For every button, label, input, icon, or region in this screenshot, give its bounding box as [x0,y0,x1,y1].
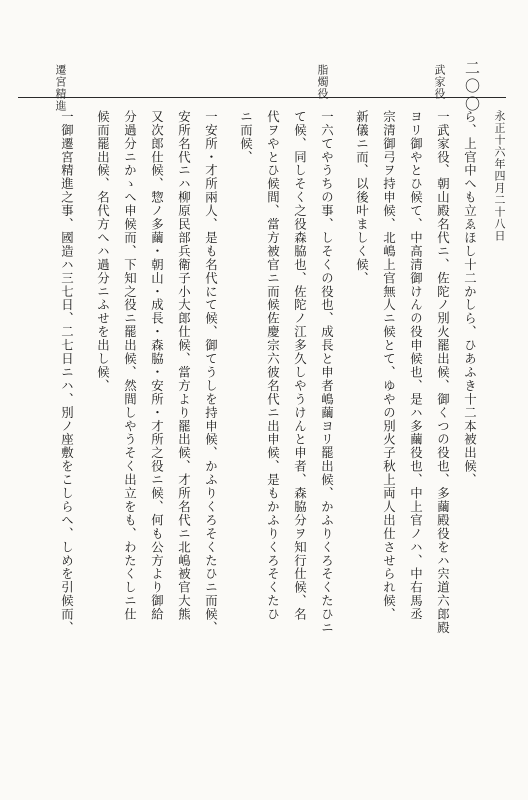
text-column: て候、同しそく之役森脇也、佐陀ノ江多久しやうけんと申者、森脇分ヲ知行仕候、名 [292,110,308,622]
text-column: 一御遷宮精進之事、國造ハ三七日、二七日ニハ、別ノ座敷をこしらへ、しめを引候而、 [59,110,75,635]
text-column: 新儀ニ而、以後叶ましく候、 [354,110,370,285]
page-number: 二〇〇 [463,60,481,114]
running-header-date: 永正十六年四月二十八日 [493,110,506,242]
headnote-band [0,0,528,112]
header-rule [18,97,506,98]
text-column: 候而罷出候、名代方へハ過分ニふせを出し候、 [95,110,111,393]
headnote-sengu-shojin: 遷宮精進 [54,64,67,112]
text-column: 又次郎仕候、惣ノ多繭・朝山・成長・森脇・安所・才所之役ニ候、何も公方より御給 [149,110,165,622]
text-column: 一武家役、朝山殿名代ニ、佐陀ノ別火罷出候、御くつの役也、多繭殿役をハ宍道六郎殿 [435,110,451,635]
text-column: ニ而候、 [238,110,254,164]
text-column: 一安所・才所兩人、是も名代にて候、御てうしを持申候、かふりくろそくたひニ而候、 [203,110,219,635]
text-column: 宗清御弓ヲ持申候、北嶋上官無人ニ候とて、ゆやの別火子秋上両人出仕させられ候、 [381,110,397,622]
text-column: ヨリ御やとひ候て、中高清御けんの役申候也、是ハ多繭役也、中上官ノハ、中右馬丞 [408,110,424,622]
text-column: 分過分ニかゝへ申候而、下知之役ニ罷出候、然間しやうそく出立をも、わたくしニ仕 [122,110,138,622]
text-column: 安所名代ニハ柳原民部兵衛子小大郎仕候、當方より罷出候、才所名代ニ北嶋被官大熊 [176,110,192,622]
text-column: 代ヲやとひ候間、當方被官ニ而候佐慶宗六彼名代ニ出申候、是もかふりくろそくたひ [265,110,281,622]
text-column: 一六てやうちの事、しそくの役也、成長と申者嶋繭ヨリ罷出候、かふりくろそくたひニ [319,110,335,635]
headnote-bukeyaku: 武家役 [433,64,446,100]
headnote-shisokuyaku: 脂燭役 [316,64,329,100]
text-column: ら、上官中へも立ゑほし十二かしら、ひあふき十二本被出候、 [462,110,478,487]
